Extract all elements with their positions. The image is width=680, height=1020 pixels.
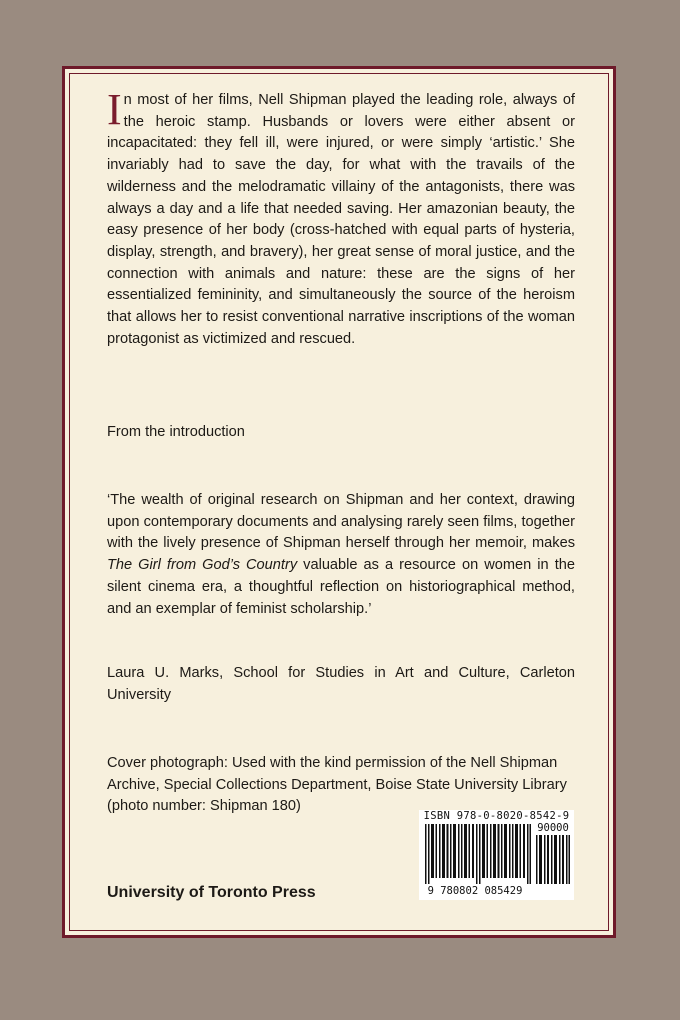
quoted-book-title: The Girl from God’s Country — [107, 557, 298, 574]
isbn-barcode — [419, 810, 574, 900]
quote-text-end: valuable as a resource on women in the silent cinema era, a thoughtful reflection on historiographical method, and an exemplar of feminist scholarship.’ — [107, 557, 575, 617]
excerpt-attribution: From the introduction — [107, 424, 245, 440]
price-addon-number: 90000 — [537, 822, 569, 834]
ean-number: 9 780802 085429 — [427, 885, 523, 897]
drop-cap: I — [107, 85, 122, 134]
publisher-name: University of Toronto Press — [107, 884, 316, 901]
review-quote — [107, 490, 575, 620]
quote-text-start: ‘The wealth of original research on Shipman and her context, drawing upon contemporary documents and analysing rarely seen films, together with the lively presence of Shipman herself through her memoir, makes — [107, 492, 575, 552]
intro-text: n most of her films, Nell Shipman played the leading role, always of the heroic stamp. Husbands or lovers were either absent or incapacitated: they fell ill, were injured, or were simply ‘artistic.’ She invariably had to save the day, for what with the travails of the wilderness and the melodramatic villainy of the antagonists, there was always a day and a life that needed saving. Her amazonian beauty, the easy presence of her body (cross-hatched with equal parts of hysteria, display, strength, and bravery), her great sense of moral justice, and the connection with animals and nature: these are the signs of her essentialized femininity, and simultaneously the source of the heroism that allows her to resist conventional narrative inscriptions of the woman protagonist as victimized and rescued. — [107, 92, 575, 347]
intro-excerpt — [107, 85, 575, 350]
addon-barcode-bars — [536, 835, 570, 884]
reviewer-credit: Laura U. Marks, School for Studies in Art and Culture, Carleton University — [107, 665, 575, 703]
cover-photo-credit: Cover photograph: Used with the kind permission of the Nell Shipman Archive, Special Collections Department, Boise State University Library (photo number: Shipman 180) — [107, 755, 567, 815]
ean-barcode-bars — [425, 824, 531, 884]
isbn-number: ISBN 978-0-8020-8542-9 — [423, 810, 570, 822]
